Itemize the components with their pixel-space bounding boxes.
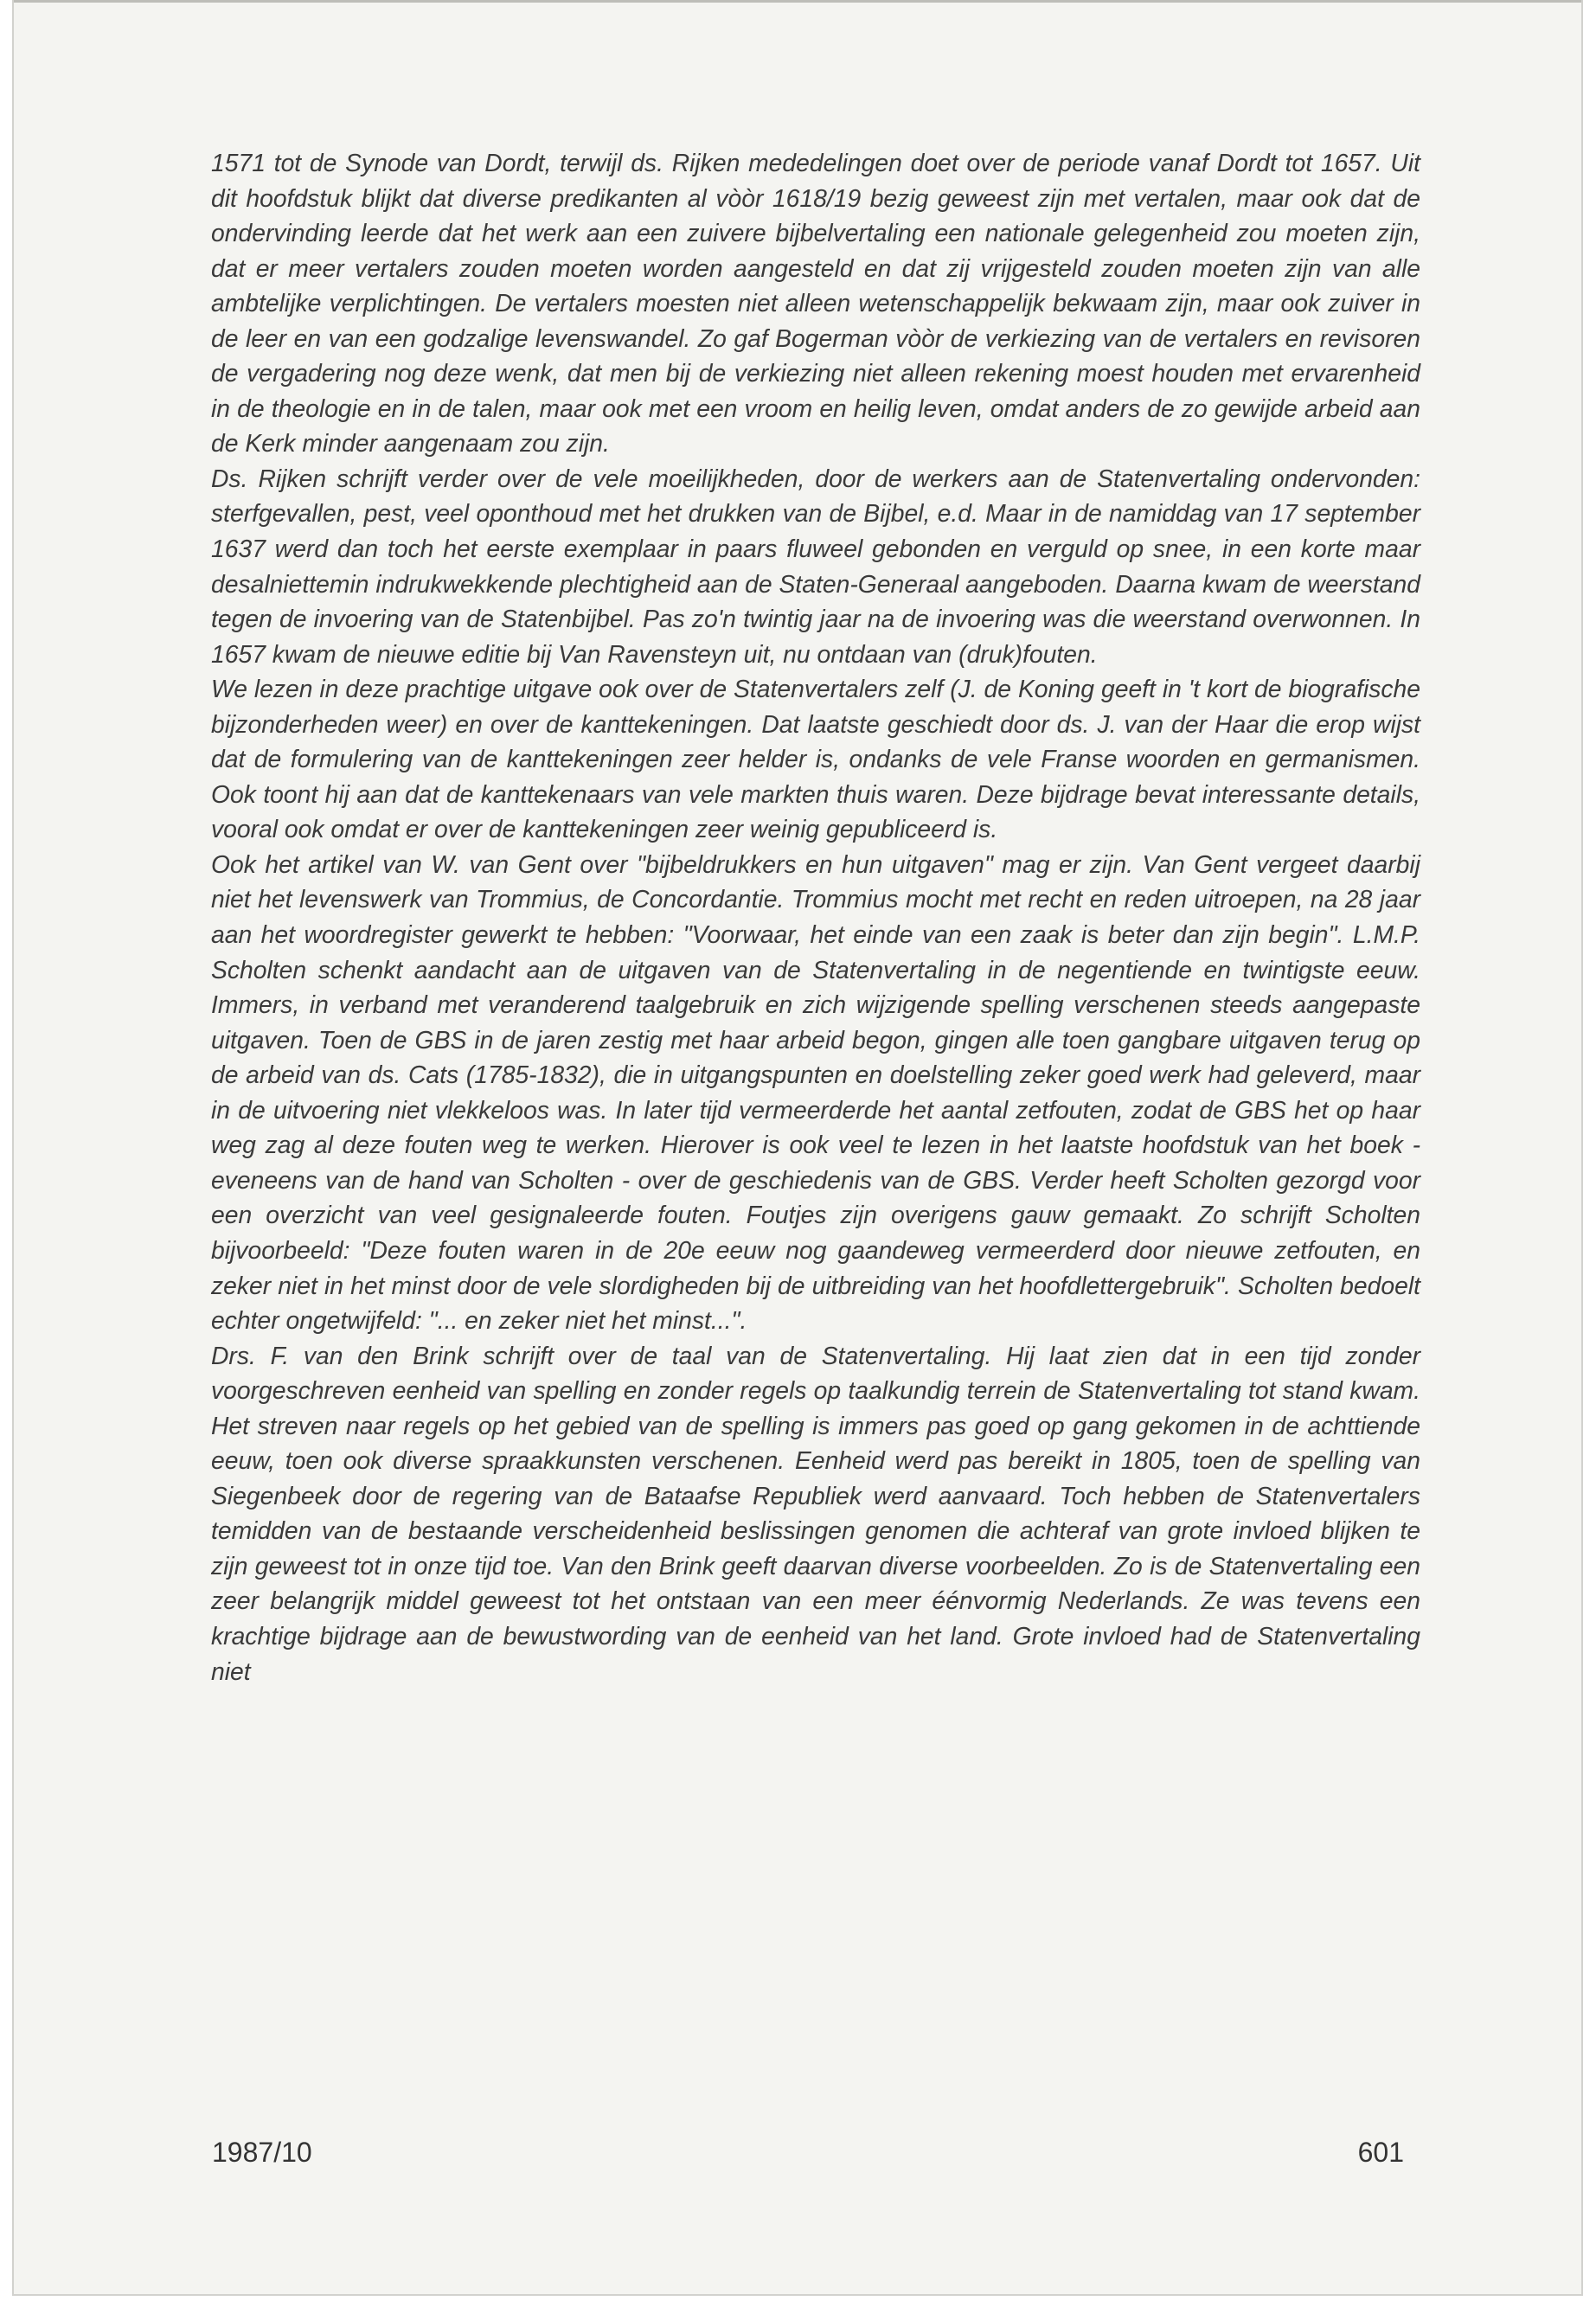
paragraph-statenvertalers: We lezen in deze prachtige uitgave ook over de Statenvertalers zelf (J. de Koning geeft in 't kort de biografische bijzonderheden weer) en over de kanttekeningen. Dat laatste geschiedt door ds. J. van der Haar die erop wijst dat de formulering van de kanttekeningen zeer helder is, ondanks de vele Franse woorden en germanismen. Ook toont hij aan dat de kanttekenaars van vele markten thuis waren. Deze bijdrage bevat interessante details, vooral ook omdat er over de kanttekeningen zeer weinig gepubliceerd is. — [211, 675, 1420, 843]
issue-number: 1987/10 — [212, 2137, 312, 2168]
body-text — [211, 145, 1420, 1689]
paragraph-taal: Drs. F. van den Brink schrijft over de taal van de Statenvertaling. Hij laat zien dat in een tijd zonder voorgeschreven eenheid van spelling en zonder regels op taalkundig terrein de Statenvertaling tot stand kwam. Het streven naar regels op het gebied van de spelling is immers pas goed op gang gekomen in de achttiende eeuw, toen ook diverse spraakkunsten verschenen. Eenheid werd pas bereikt in 1805, toen de spelling van Siegenbeek door de regering van de Bataafse Republiek werd aanvaard. Toch hebben de Statenvertalers temidden van de bestaande verscheidenheid beslissingen genomen die achteraf van grote invloed blijken te zijn geweest tot in onze tijd toe. Van den Brink geeft daarvan diverse voorbeelden. Zo is de Statenvertaling een zeer belangrijk middel geweest tot het ontstaan van een meer éénvormig Nederlands. Ze was tevens een krachtige bijdrage aan de bewustwording van de eenheid van het land. Grote invloed had de Statenvertaling niet — [211, 1341, 1420, 1685]
page-number: 601 — [1357, 2137, 1404, 2168]
document-page — [12, 0, 1583, 2296]
paragraph-bijbeldrukkers: Ook het artikel van W. van Gent over "bijbeldrukkers en hun uitgaven" mag er zijn. Van Gent vergeet daarbij niet het levenswerk van Trommius, de Concordantie. Trommius mocht met recht en reden uitroepen, na 28 jaar aan het woordregister gewerkt te hebben: "Voorwaar, het einde van een zaak is beter dan zijn begin". L.M.P. Scholten schenkt aandacht aan de uitgaven van de Statenvertaling in de negentiende en twintigste eeuw. Immers, in verband met veranderend taalgebruik en zich wijzigende spelling verschenen steeds aangepaste uitgaven. Toen de GBS in de jaren zestig met haar arbeid begon, gingen alle toen gangbare uitgaven terug op de arbeid van ds. Cats (1785-1832), die in uitgangspunten en doelstelling zeker goed werk had geleverd, maar in de uitvoering niet vlekkeloos was. In later tijd vermeerderde het aantal zetfouten, zodat de GBS het op haar weg zag al deze fouten weg te werken. Hierover is ook veel te lezen in het laatste hoofdstuk van het boek - eveneens van de hand van Scholten - over de geschiedenis van de GBS. Verder heeft Scholten gezorgd voor een overzicht van veel gesignaleerde fouten. Foutjes zijn overigens gauw gemaakt. Zo schrijft Scholten bijvoorbeeld: "Deze fouten waren in de 20e eeuw nog gaandeweg vermeerderd door nieuwe zetfouten, en zeker niet in het minst door de vele slordigheden bij de uitbreiding van het hoofdlettergebruik". Scholten bedoelt echter ongetwijfeld: "... en zeker niet het minst...". — [211, 849, 1420, 1335]
paragraph-synode: 1571 tot de Synode van Dordt, terwijl ds. Rijken mededelingen doet over de periode vanaf Dordt tot 1657. Uit dit hoofdstuk blijkt dat diverse predikanten al vòòr 1618/19 bezig geweest zijn met vertalen, maar ook dat de ondervinding leerde dat het werk aan een zuivere bijbelvertaling een nationale gelegenheid zou moeten zijn, dat er meer vertalers zouden moeten worden aangesteld en dat zij vrijgesteld zouden moeten zijn van alle ambtelijke verplichtingen. De vertalers moesten niet alleen wetenschappelijk bekwaam zijn, maar ook zuiver in de leer en van een godzalige levenswandel. Zo gaf Bogerman vòòr de verkiezing van de vertalers en revisoren de vergadering nog deze wenk, dat men bij de verkiezing niet alleen rekening moest houden met ervarenheid in de theologie en in de talen, maar ook met een vroom en heilig leven, omdat anders de zo gewijde arbeid aan de Kerk minder aangenaam zou zijn. — [211, 149, 1420, 458]
paragraph-moeilijkheden: Ds. Rijken schrijft verder over de vele moeilijkheden, door de werkers aan de Statenvertaling ondervonden: sterfgevallen, pest, veel oponthoud met het drukken van de Bijbel, e.d. Maar in de namiddag van 17 september 1637 werd dan toch het eerste exemplaar in paars fluweel gebonden en verguld op snee, in een korte maar desalniettemin indrukwekkende plechtigheid aan de Staten-Generaal aangeboden. Daarna kwam de weerstand tegen de invoering van de Statenbijbel. Pas zo'n twintig jaar na de invoering was die weerstand overwonnen. In 1657 kwam de nieuwe editie bij Van Ravensteyn uit, nu ontdaan van (druk)fouten. — [211, 464, 1420, 668]
